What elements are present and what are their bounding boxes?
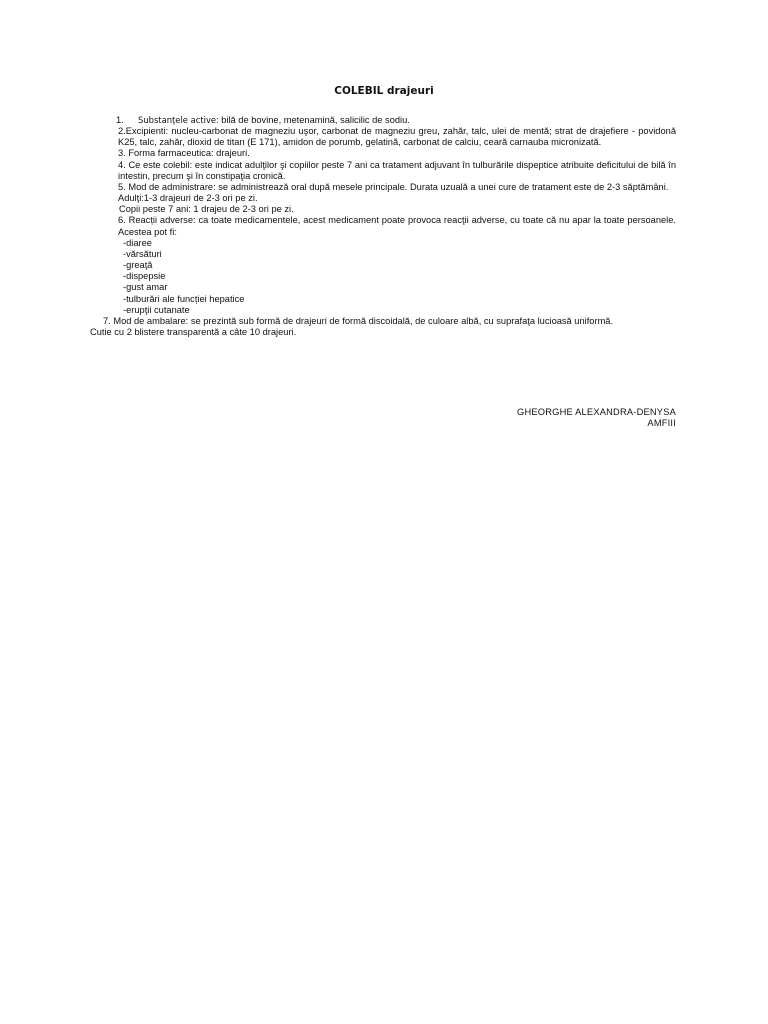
signature-class: AMFIII [647, 418, 676, 429]
item-excipients: 2.Excipienti: nucleu-carbonat de magneziu uşor, carbonat de magneziu greu, zahăr, talc, ulei de mentă; strat de drajefiere - povidonă K25, talc, zahăr, dioxid de titan (E 171), amidon de porumb, gelatină, carbonat de calciu, ceară carnauba micronizată. [118, 126, 676, 148]
list-item: -vărsături [123, 248, 162, 259]
signature-name: GHEORGHE ALEXANDRA-DENYSA [517, 407, 676, 417]
item-pharmaceutical-form: 3. Forma farmaceutica: drajeuri. [118, 148, 250, 159]
packaging-box: Cutie cu 2 blistere transparentă a câte 10 drajeuri. [90, 326, 297, 337]
document-title: COLEBIL drajeuri [334, 85, 434, 97]
item-packaging: 7. Mod de ambalare: se prezintă sub formă de drajeuri de formă discoidală, de culoare albă, cu suprafaţa lucioasă uniformă. [103, 315, 614, 326]
signature [517, 407, 676, 429]
item-side-effects: 6. Reacții adverse: ca toate medicamentele, acest medicament poate provoca reacţii adverse, cu toate că nu apar la toate persoanele. Acestea pot fi: [118, 215, 676, 237]
document-body [90, 115, 676, 338]
item-indication: 4. Ce este colebil: este indicat adulţilor şi copiilor peste 7 ani ca tratament adjuvant în tulburările dispeptice atribuite deficitului de bilă în intestin, precum şi în constipaţia cronică. [118, 159, 676, 181]
dose-adults: Adulţi:1-3 drajeuri de 2-3 ori pe zi. [118, 193, 258, 204]
list-item: -gust amar [123, 282, 168, 293]
list-item: -greaţă [123, 260, 153, 271]
item-text: : bilă de bovine, metenamină, salicilic de sodiu. [216, 115, 410, 125]
list-item: -tulburări ale funcției hepatice [123, 293, 245, 304]
item-active-substances [114, 115, 676, 126]
side-effects-list [114, 238, 676, 316]
item-administration: 5. Mod de administrare: se administrează oral după mesele principale. Durata uzuală a unei cure de tratament este de 2-3 săptămâni. [118, 181, 669, 192]
item-number: 1. [116, 115, 124, 125]
list-item: -dispepsie [123, 271, 166, 282]
item-label: Substanțele active [138, 115, 217, 125]
list-item: -erupţii cutanate [123, 304, 190, 315]
list-item: -diaree [123, 237, 152, 248]
dose-children: Copii peste 7 ani: 1 drajeu de 2-3 ori pe zi. [119, 204, 294, 215]
